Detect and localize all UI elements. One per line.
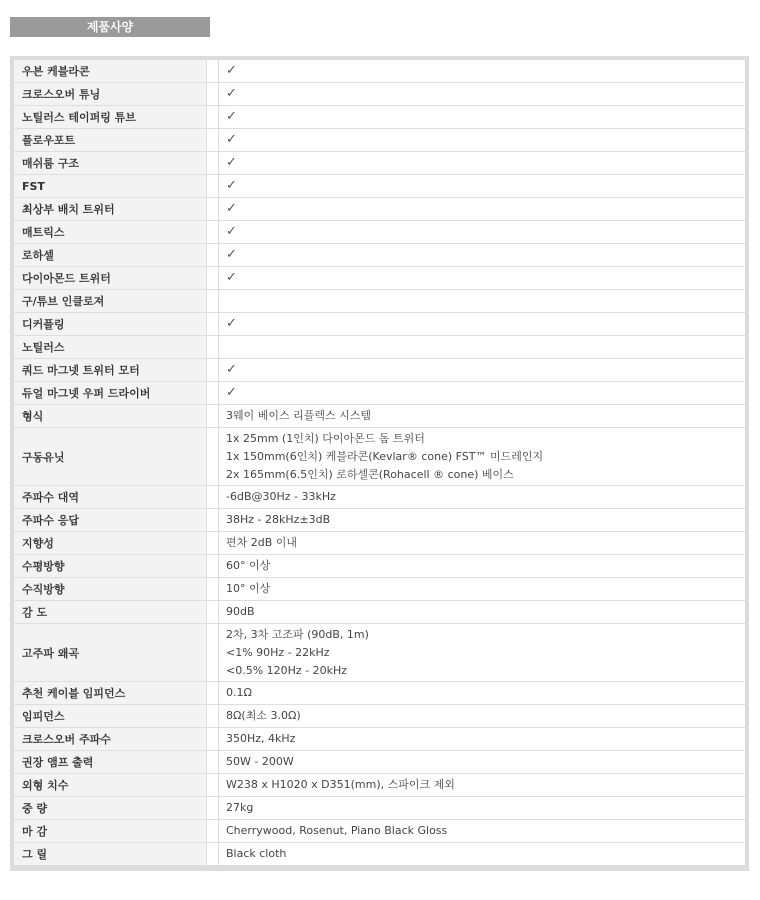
spec-row [14,843,745,866]
check-icon-cell [219,60,746,83]
spec-value-line: 2차, 3차 고조파 (90dB, 1m) [226,627,369,641]
spec-table-frame [10,56,749,871]
check-icon: ✓ [226,86,237,101]
spec-value [219,509,746,532]
spec-label: 매트릭스 [14,221,207,244]
spec-value-line: W238 x H1020 x D351(mm), 스파이크 제외 [226,778,455,791]
spec-gap [207,797,219,820]
check-icon-cell [219,313,746,336]
check-icon: ✓ [226,132,237,147]
spec-gap [207,198,219,221]
spec-value-line: 50W - 200W [226,755,294,768]
spec-gap [207,601,219,624]
spec-row [14,509,745,532]
spec-row [14,820,745,843]
spec-row [14,555,745,578]
spec-row [14,705,745,728]
spec-value [219,405,746,428]
spec-value-line: -6dB@30Hz - 33kHz [226,490,336,503]
spec-value [219,428,746,486]
spec-gap [207,244,219,267]
check-icon: ✓ [226,109,237,124]
check-icon: ✓ [226,224,237,239]
spec-value-line: 8Ω(최소 3.0Ω) [226,709,301,722]
spec-label: 마 감 [14,820,207,843]
check-icon-cell [219,175,746,198]
spec-gap [207,129,219,152]
spec-label: 외형 치수 [14,774,207,797]
spec-value-line: 60° 이상 [226,559,271,572]
spec-label: 노틸러스 [14,336,207,359]
spec-row [14,751,745,774]
spec-value [219,624,746,682]
spec-value [219,843,746,866]
spec-row [14,382,745,405]
spec-value [219,820,746,843]
spec-row [14,60,745,83]
spec-gap [207,336,219,359]
spec-gap [207,60,219,83]
spec-label: 수평방향 [14,555,207,578]
spec-label: 매쉬룸 구조 [14,152,207,175]
check-icon-cell [219,359,746,382]
spec-gap [207,682,219,705]
check-icon-cell [219,198,746,221]
spec-label: 크로스오버 주파수 [14,728,207,751]
spec-gap [207,175,219,198]
spec-row [14,405,745,428]
spec-label: 지향성 [14,532,207,555]
spec-row [14,774,745,797]
spec-row [14,532,745,555]
spec-table [14,60,745,866]
spec-row [14,578,745,601]
spec-value-line: 3웨이 베이스 리플렉스 시스템 [226,409,371,422]
spec-value [219,578,746,601]
spec-label: 크로스오버 튜닝 [14,83,207,106]
check-icon-cell [219,83,746,106]
spec-row [14,152,745,175]
spec-gap [207,106,219,129]
spec-row [14,290,745,313]
check-icon: ✓ [226,270,237,285]
spec-value-line: <1% 90Hz - 22kHz [226,645,330,659]
spec-label: 듀얼 마그넷 우퍼 드라이버 [14,382,207,405]
spec-gap [207,486,219,509]
spec-gap [207,382,219,405]
spec-gap [207,578,219,601]
spec-value [219,532,746,555]
check-icon-cell [219,106,746,129]
check-icon: ✓ [226,316,237,331]
spec-value-line: 350Hz, 4kHz [226,732,296,745]
spec-value-line: 1x 25mm (1인치) 다이아몬드 돔 트위터 [226,431,425,445]
spec-label: 수직방향 [14,578,207,601]
spec-label: 쿼드 마그넷 트위터 모터 [14,359,207,382]
spec-row [14,682,745,705]
spec-gap [207,820,219,843]
spec-value-line: 2x 165mm(6.5인치) 로하셀콘(Rohacell ® cone) 베이스 [226,467,514,481]
check-icon: ✓ [226,63,237,78]
check-icon: ✓ [226,385,237,400]
spec-value-line: 1x 150mm(6인치) 케블라콘(Kevlar® cone) FST™ 미드레인지 [226,449,544,463]
spec-label: 디커플링 [14,313,207,336]
spec-label: 최상부 배치 트위터 [14,198,207,221]
spec-gap [207,728,219,751]
spec-row [14,797,745,820]
check-icon: ✓ [226,155,237,170]
spec-label: 추천 케이블 임피던스 [14,682,207,705]
spec-gap [207,774,219,797]
spec-value-line: 편차 2dB 이내 [226,536,298,549]
check-icon-cell [219,152,746,175]
spec-value-line: Cherrywood, Rosenut, Piano Black Gloss [226,824,448,837]
spec-value [219,555,746,578]
spec-value-line: 27kg [226,801,254,814]
spec-value-line: Black cloth [226,847,287,860]
spec-value [219,774,746,797]
spec-label: 임피던스 [14,705,207,728]
spec-label: 구동유닛 [14,428,207,486]
spec-value-line: <0.5% 120Hz - 20kHz [226,663,348,677]
spec-gap [207,843,219,866]
spec-gap [207,267,219,290]
spec-row [14,198,745,221]
check-icon: ✓ [226,178,237,193]
spec-value-line: 90dB [226,605,255,618]
spec-gap [207,705,219,728]
spec-gap [207,221,219,244]
spec-value-line: 10° 이상 [226,582,271,595]
spec-value-line: 0.1Ω [226,686,252,699]
spec-value [219,290,746,313]
section-title: 제품사양 [10,17,210,37]
spec-row [14,313,745,336]
check-icon-cell [219,221,746,244]
spec-gap [207,532,219,555]
spec-value [219,751,746,774]
spec-row [14,624,745,682]
spec-label: 중 량 [14,797,207,820]
spec-value [219,682,746,705]
check-icon-cell [219,129,746,152]
spec-label: 노틸러스 테이퍼링 튜브 [14,106,207,129]
spec-value [219,797,746,820]
spec-row [14,486,745,509]
spec-label: 로하셀 [14,244,207,267]
spec-label: 감 도 [14,601,207,624]
spec-label: 구/튜브 인클로져 [14,290,207,313]
spec-label: 권장 앰프 출력 [14,751,207,774]
spec-row [14,428,745,486]
check-icon: ✓ [226,201,237,216]
spec-row [14,175,745,198]
spec-value [219,336,746,359]
spec-row [14,83,745,106]
spec-row [14,728,745,751]
spec-row [14,267,745,290]
spec-row [14,601,745,624]
spec-label: 주파수 대역 [14,486,207,509]
spec-gap [207,83,219,106]
spec-gap [207,405,219,428]
spec-gap [207,290,219,313]
spec-row [14,336,745,359]
spec-row [14,129,745,152]
spec-row [14,221,745,244]
spec-value [219,486,746,509]
spec-value [219,705,746,728]
spec-label: 다이아몬드 트위터 [14,267,207,290]
spec-row [14,106,745,129]
spec-value [219,728,746,751]
check-icon-cell [219,244,746,267]
spec-label: 고주파 왜곡 [14,624,207,682]
spec-label: 플로우포트 [14,129,207,152]
spec-label: 우븐 케블라콘 [14,60,207,83]
spec-gap [207,624,219,682]
spec-gap [207,751,219,774]
spec-label: 주파수 응답 [14,509,207,532]
spec-row [14,359,745,382]
spec-gap [207,152,219,175]
check-icon: ✓ [226,362,237,377]
spec-label: 그 릴 [14,843,207,866]
spec-gap [207,313,219,336]
spec-label: FST [14,175,207,198]
spec-row [14,244,745,267]
spec-gap [207,509,219,532]
check-icon: ✓ [226,247,237,262]
spec-value [219,601,746,624]
spec-gap [207,428,219,486]
spec-gap [207,359,219,382]
check-icon-cell [219,382,746,405]
spec-gap [207,555,219,578]
check-icon-cell [219,267,746,290]
spec-value-line: 38Hz - 28kHz±3dB [226,513,331,526]
spec-label: 형식 [14,405,207,428]
